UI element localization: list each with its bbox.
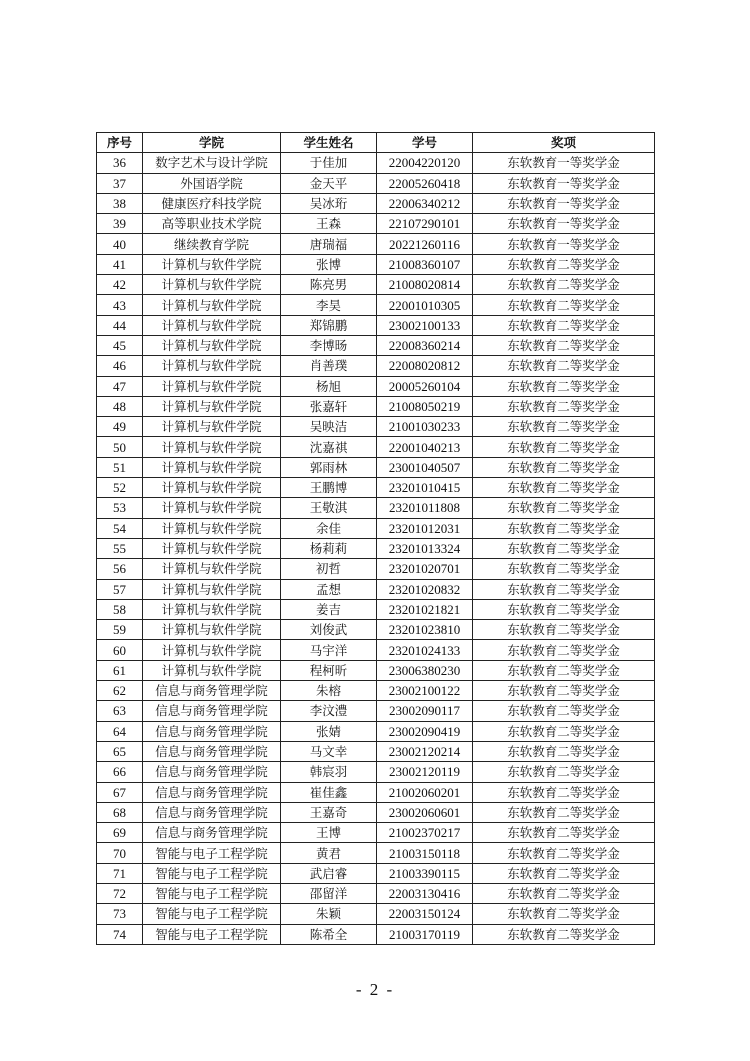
cell-college: 计算机与软件学院 <box>143 275 281 295</box>
cell-student-id: 20005260104 <box>377 376 473 396</box>
table-row <box>97 762 655 782</box>
table-row <box>97 863 655 883</box>
cell-award: 东软教育二等奖学金 <box>473 376 655 396</box>
table-row <box>97 518 655 538</box>
table-header-row <box>97 133 655 153</box>
cell-student-id: 21003390115 <box>377 863 473 883</box>
cell-student-name: 李昊 <box>281 295 377 315</box>
cell-college: 信息与商务管理学院 <box>143 823 281 843</box>
cell-student-id: 23201023810 <box>377 620 473 640</box>
cell-student-id: 22003130416 <box>377 883 473 903</box>
cell-student-id: 23006380230 <box>377 660 473 680</box>
cell-college: 信息与商务管理学院 <box>143 782 281 802</box>
table-row <box>97 599 655 619</box>
cell-student-name: 张婧 <box>281 721 377 741</box>
cell-index: 66 <box>97 762 143 782</box>
table-row <box>97 782 655 802</box>
cell-award: 东软教育二等奖学金 <box>473 599 655 619</box>
cell-award: 东软教育一等奖学金 <box>473 214 655 234</box>
cell-college: 信息与商务管理学院 <box>143 762 281 782</box>
cell-index: 74 <box>97 924 143 944</box>
cell-student-id: 23002100122 <box>377 681 473 701</box>
cell-student-id: 23002100133 <box>377 315 473 335</box>
cell-award: 东软教育二等奖学金 <box>473 295 655 315</box>
cell-college: 计算机与软件学院 <box>143 356 281 376</box>
cell-award: 东软教育二等奖学金 <box>473 762 655 782</box>
cell-student-name: 张嘉轩 <box>281 396 377 416</box>
cell-college: 计算机与软件学院 <box>143 620 281 640</box>
table-row <box>97 153 655 173</box>
cell-college: 计算机与软件学院 <box>143 295 281 315</box>
table-row <box>97 417 655 437</box>
cell-award: 东软教育二等奖学金 <box>473 457 655 477</box>
cell-student-name: 李汶澧 <box>281 701 377 721</box>
cell-college: 外国语学院 <box>143 173 281 193</box>
cell-student-name: 马文幸 <box>281 741 377 761</box>
cell-award: 东软教育二等奖学金 <box>473 417 655 437</box>
cell-award: 东软教育二等奖学金 <box>473 863 655 883</box>
cell-college: 信息与商务管理学院 <box>143 802 281 822</box>
table-row <box>97 843 655 863</box>
table-row <box>97 396 655 416</box>
table-row <box>97 640 655 660</box>
header-index: 序号 <box>97 133 143 153</box>
cell-student-name: 姜吉 <box>281 599 377 619</box>
cell-student-id: 21003170119 <box>377 924 473 944</box>
cell-student-name: 肖善璞 <box>281 356 377 376</box>
cell-student-id: 23002090117 <box>377 701 473 721</box>
cell-student-id: 22005260418 <box>377 173 473 193</box>
cell-student-name: 王嘉奇 <box>281 802 377 822</box>
table-row <box>97 883 655 903</box>
table-row <box>97 193 655 213</box>
cell-college: 信息与商务管理学院 <box>143 721 281 741</box>
cell-college: 高等职业技术学院 <box>143 214 281 234</box>
cell-award: 东软教育二等奖学金 <box>473 721 655 741</box>
cell-award: 东软教育二等奖学金 <box>473 254 655 274</box>
cell-student-name: 陈亮男 <box>281 275 377 295</box>
table-row <box>97 437 655 457</box>
cell-index: 50 <box>97 437 143 457</box>
cell-college: 智能与电子工程学院 <box>143 904 281 924</box>
cell-index: 61 <box>97 660 143 680</box>
cell-student-name: 孟想 <box>281 579 377 599</box>
cell-index: 41 <box>97 254 143 274</box>
cell-index: 47 <box>97 376 143 396</box>
cell-award: 东软教育二等奖学金 <box>473 437 655 457</box>
cell-student-name: 邵留洋 <box>281 883 377 903</box>
cell-award: 东软教育二等奖学金 <box>473 335 655 355</box>
cell-student-name: 黄君 <box>281 843 377 863</box>
table-body <box>97 153 655 945</box>
cell-award: 东软教育二等奖学金 <box>473 498 655 518</box>
cell-student-id: 21008020814 <box>377 275 473 295</box>
cell-student-id: 23002120214 <box>377 741 473 761</box>
table-row <box>97 741 655 761</box>
header-student-name: 学生姓名 <box>281 133 377 153</box>
cell-student-id: 22006340212 <box>377 193 473 213</box>
cell-index: 71 <box>97 863 143 883</box>
cell-college: 计算机与软件学院 <box>143 640 281 660</box>
cell-award: 东软教育二等奖学金 <box>473 518 655 538</box>
cell-student-id: 23201024133 <box>377 640 473 660</box>
cell-student-id: 21002060201 <box>377 782 473 802</box>
cell-college: 计算机与软件学院 <box>143 559 281 579</box>
cell-student-id: 21008360107 <box>377 254 473 274</box>
cell-student-name: 金天平 <box>281 173 377 193</box>
cell-student-name: 王鹏博 <box>281 478 377 498</box>
cell-index: 37 <box>97 173 143 193</box>
cell-award: 东软教育二等奖学金 <box>473 843 655 863</box>
cell-index: 59 <box>97 620 143 640</box>
cell-student-name: 沈嘉祺 <box>281 437 377 457</box>
cell-student-id: 22004220120 <box>377 153 473 173</box>
cell-college: 计算机与软件学院 <box>143 254 281 274</box>
cell-college: 计算机与软件学院 <box>143 315 281 335</box>
cell-award: 东软教育一等奖学金 <box>473 234 655 254</box>
cell-index: 48 <box>97 396 143 416</box>
cell-award: 东软教育二等奖学金 <box>473 904 655 924</box>
cell-student-id: 22107290101 <box>377 214 473 234</box>
cell-student-name: 唐瑞福 <box>281 234 377 254</box>
cell-student-id: 23002060601 <box>377 802 473 822</box>
cell-index: 51 <box>97 457 143 477</box>
table-row <box>97 498 655 518</box>
cell-college: 计算机与软件学院 <box>143 518 281 538</box>
cell-index: 42 <box>97 275 143 295</box>
cell-college: 智能与电子工程学院 <box>143 924 281 944</box>
cell-award: 东软教育一等奖学金 <box>473 193 655 213</box>
cell-student-name: 崔佳鑫 <box>281 782 377 802</box>
cell-index: 65 <box>97 741 143 761</box>
cell-student-name: 朱榕 <box>281 681 377 701</box>
table-row <box>97 335 655 355</box>
table-row <box>97 620 655 640</box>
cell-award: 东软教育二等奖学金 <box>473 660 655 680</box>
cell-college: 继续教育学院 <box>143 234 281 254</box>
cell-index: 55 <box>97 538 143 558</box>
cell-student-name: 李博旸 <box>281 335 377 355</box>
cell-college: 计算机与软件学院 <box>143 599 281 619</box>
cell-index: 38 <box>97 193 143 213</box>
cell-student-id: 20221260116 <box>377 234 473 254</box>
cell-college: 计算机与软件学院 <box>143 417 281 437</box>
cell-award: 东软教育二等奖学金 <box>473 883 655 903</box>
cell-student-id: 22008020812 <box>377 356 473 376</box>
cell-award: 东软教育二等奖学金 <box>473 396 655 416</box>
cell-award: 东软教育二等奖学金 <box>473 640 655 660</box>
cell-index: 43 <box>97 295 143 315</box>
cell-student-name: 郭雨林 <box>281 457 377 477</box>
cell-index: 72 <box>97 883 143 903</box>
cell-college: 计算机与软件学院 <box>143 660 281 680</box>
cell-student-id: 22001010305 <box>377 295 473 315</box>
cell-college: 智能与电子工程学院 <box>143 883 281 903</box>
cell-award: 东软教育一等奖学金 <box>473 173 655 193</box>
cell-student-name: 王敬淇 <box>281 498 377 518</box>
cell-student-id: 21003150118 <box>377 843 473 863</box>
cell-college: 信息与商务管理学院 <box>143 681 281 701</box>
table-row <box>97 579 655 599</box>
cell-student-id: 23201020832 <box>377 579 473 599</box>
cell-college: 计算机与软件学院 <box>143 478 281 498</box>
cell-student-name: 吴冰珩 <box>281 193 377 213</box>
table-row <box>97 275 655 295</box>
cell-award: 东软教育二等奖学金 <box>473 802 655 822</box>
award-list-page <box>96 132 654 945</box>
cell-student-id: 21001030233 <box>377 417 473 437</box>
cell-award: 东软教育二等奖学金 <box>473 538 655 558</box>
table-row <box>97 295 655 315</box>
cell-college: 信息与商务管理学院 <box>143 741 281 761</box>
cell-award: 东软教育二等奖学金 <box>473 823 655 843</box>
table-row <box>97 701 655 721</box>
cell-student-id: 23201010415 <box>377 478 473 498</box>
cell-index: 40 <box>97 234 143 254</box>
cell-index: 57 <box>97 579 143 599</box>
cell-student-name: 余佳 <box>281 518 377 538</box>
cell-student-name: 郑锦鹏 <box>281 315 377 335</box>
cell-student-name: 张博 <box>281 254 377 274</box>
table-row <box>97 234 655 254</box>
cell-index: 64 <box>97 721 143 741</box>
cell-student-name: 吴映洁 <box>281 417 377 437</box>
cell-index: 52 <box>97 478 143 498</box>
cell-student-id: 22003150124 <box>377 904 473 924</box>
cell-index: 68 <box>97 802 143 822</box>
cell-student-name: 刘俊武 <box>281 620 377 640</box>
cell-index: 69 <box>97 823 143 843</box>
table-row <box>97 802 655 822</box>
cell-college: 计算机与软件学院 <box>143 498 281 518</box>
table-row <box>97 478 655 498</box>
cell-student-id: 23002120119 <box>377 762 473 782</box>
cell-student-id: 21008050219 <box>377 396 473 416</box>
cell-index: 39 <box>97 214 143 234</box>
cell-award: 东软教育二等奖学金 <box>473 924 655 944</box>
header-college: 学院 <box>143 133 281 153</box>
table-row <box>97 376 655 396</box>
cell-award: 东软教育二等奖学金 <box>473 620 655 640</box>
cell-index: 46 <box>97 356 143 376</box>
table-row <box>97 924 655 944</box>
cell-student-id: 23201012031 <box>377 518 473 538</box>
table-row <box>97 823 655 843</box>
cell-index: 54 <box>97 518 143 538</box>
table-row <box>97 356 655 376</box>
cell-student-name: 初哲 <box>281 559 377 579</box>
cell-award: 东软教育一等奖学金 <box>473 153 655 173</box>
cell-index: 44 <box>97 315 143 335</box>
award-table <box>96 132 655 945</box>
cell-student-name: 武启睿 <box>281 863 377 883</box>
cell-college: 计算机与软件学院 <box>143 457 281 477</box>
cell-award: 东软教育二等奖学金 <box>473 559 655 579</box>
cell-student-name: 朱颖 <box>281 904 377 924</box>
cell-index: 73 <box>97 904 143 924</box>
cell-award: 东软教育二等奖学金 <box>473 315 655 335</box>
table-row <box>97 214 655 234</box>
cell-college: 计算机与软件学院 <box>143 376 281 396</box>
cell-award: 东软教育二等奖学金 <box>473 478 655 498</box>
cell-college: 计算机与软件学院 <box>143 396 281 416</box>
table-row <box>97 457 655 477</box>
page-number: - 2 - <box>355 980 395 999</box>
table-row <box>97 315 655 335</box>
cell-index: 63 <box>97 701 143 721</box>
cell-college: 数字艺术与设计学院 <box>143 153 281 173</box>
table-row <box>97 173 655 193</box>
cell-award: 东软教育二等奖学金 <box>473 701 655 721</box>
cell-student-name: 王博 <box>281 823 377 843</box>
header-student-id: 学号 <box>377 133 473 153</box>
cell-student-id: 23002090419 <box>377 721 473 741</box>
cell-college: 计算机与软件学院 <box>143 335 281 355</box>
cell-college: 智能与电子工程学院 <box>143 863 281 883</box>
cell-college: 信息与商务管理学院 <box>143 701 281 721</box>
header-award: 奖项 <box>473 133 655 153</box>
cell-student-id: 22001040213 <box>377 437 473 457</box>
cell-college: 计算机与软件学院 <box>143 437 281 457</box>
cell-student-name: 王森 <box>281 214 377 234</box>
cell-index: 60 <box>97 640 143 660</box>
cell-index: 56 <box>97 559 143 579</box>
cell-student-name: 杨莉莉 <box>281 538 377 558</box>
cell-index: 67 <box>97 782 143 802</box>
cell-award: 东软教育二等奖学金 <box>473 681 655 701</box>
cell-award: 东软教育二等奖学金 <box>473 275 655 295</box>
cell-student-name: 杨旭 <box>281 376 377 396</box>
cell-index: 36 <box>97 153 143 173</box>
cell-college: 计算机与软件学院 <box>143 579 281 599</box>
cell-index: 70 <box>97 843 143 863</box>
cell-index: 45 <box>97 335 143 355</box>
table-row <box>97 660 655 680</box>
cell-college: 智能与电子工程学院 <box>143 843 281 863</box>
table-row <box>97 538 655 558</box>
cell-award: 东软教育二等奖学金 <box>473 782 655 802</box>
cell-student-name: 马宇洋 <box>281 640 377 660</box>
table-row <box>97 681 655 701</box>
cell-index: 62 <box>97 681 143 701</box>
cell-student-id: 23201011808 <box>377 498 473 518</box>
table-row <box>97 904 655 924</box>
cell-index: 58 <box>97 599 143 619</box>
cell-award: 东软教育二等奖学金 <box>473 741 655 761</box>
cell-index: 49 <box>97 417 143 437</box>
cell-student-name: 程柯昕 <box>281 660 377 680</box>
table-row <box>97 254 655 274</box>
cell-student-id: 23201013324 <box>377 538 473 558</box>
table-row <box>97 721 655 741</box>
cell-student-name: 于佳加 <box>281 153 377 173</box>
cell-student-id: 23201021821 <box>377 599 473 619</box>
cell-college: 计算机与软件学院 <box>143 538 281 558</box>
cell-index: 53 <box>97 498 143 518</box>
cell-student-id: 22008360214 <box>377 335 473 355</box>
cell-student-name: 陈希全 <box>281 924 377 944</box>
cell-student-id: 23001040507 <box>377 457 473 477</box>
cell-student-id: 23201020701 <box>377 559 473 579</box>
cell-student-name: 韩宸羽 <box>281 762 377 782</box>
cell-award: 东软教育二等奖学金 <box>473 579 655 599</box>
cell-student-id: 21002370217 <box>377 823 473 843</box>
table-row <box>97 559 655 579</box>
cell-award: 东软教育二等奖学金 <box>473 356 655 376</box>
cell-college: 健康医疗科技学院 <box>143 193 281 213</box>
